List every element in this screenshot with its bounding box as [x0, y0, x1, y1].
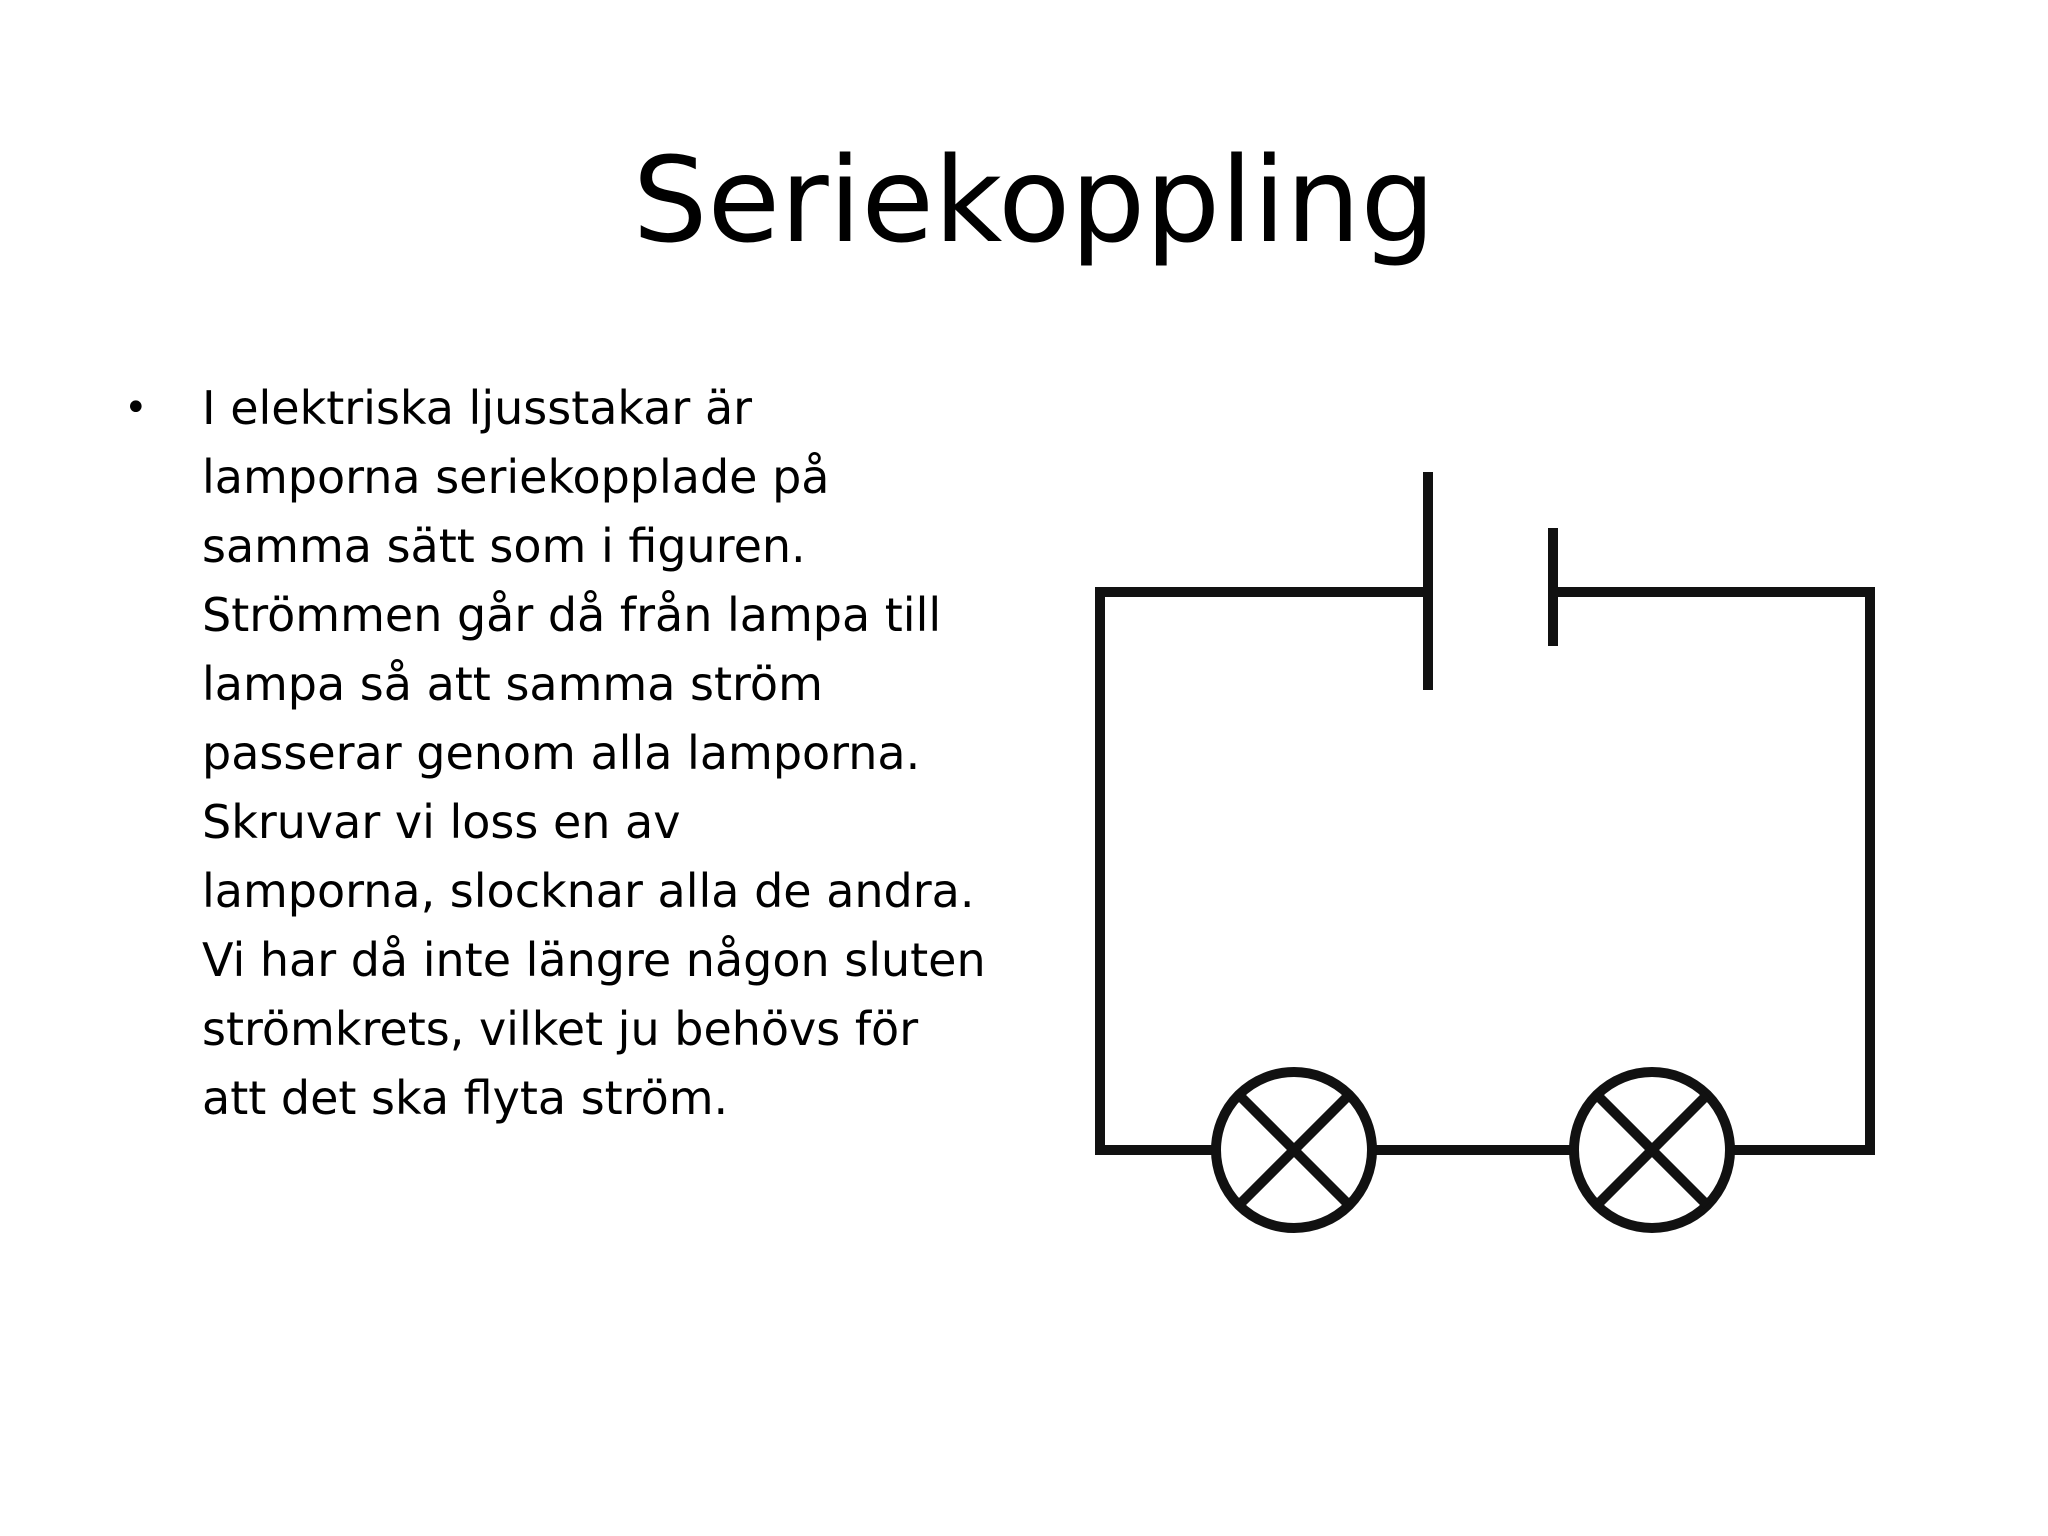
bullet-line: lamporna, slocknar alla de andra. — [202, 864, 975, 918]
bullet-point-icon: • — [124, 385, 148, 431]
lamp-icon — [1574, 1072, 1730, 1228]
bullet-line: lamporna seriekopplade på — [202, 450, 830, 504]
wire-right — [1553, 592, 1870, 1150]
bullet-line: Strömmen går då från lampa till — [202, 588, 942, 642]
series-circuit-diagram — [1080, 450, 1900, 1250]
bullet-line: samma sätt som i figuren. — [202, 519, 806, 573]
bullet-line: Vi har då inte längre någon sluten — [202, 933, 986, 987]
bullet-line: I elektriska ljusstakar är — [202, 381, 753, 435]
bullet-line: strömkrets, vilket ju behövs för — [202, 1002, 919, 1056]
bullet-line: lampa så att samma ström — [202, 657, 823, 711]
bullet-item — [118, 374, 1018, 1133]
slide-title: Seriekoppling — [632, 131, 1436, 269]
bullet-paragraph — [202, 374, 1018, 1133]
body-text — [118, 374, 1018, 1133]
bullet-line: passerar genom alla lamporna. — [202, 726, 921, 780]
bullet-line: Skruvar vi loss en av — [202, 795, 681, 849]
wire-left-top — [1100, 592, 1428, 1150]
bullet-line: att det ska flyta ström. — [202, 1071, 729, 1125]
lamp-icon — [1216, 1072, 1372, 1228]
